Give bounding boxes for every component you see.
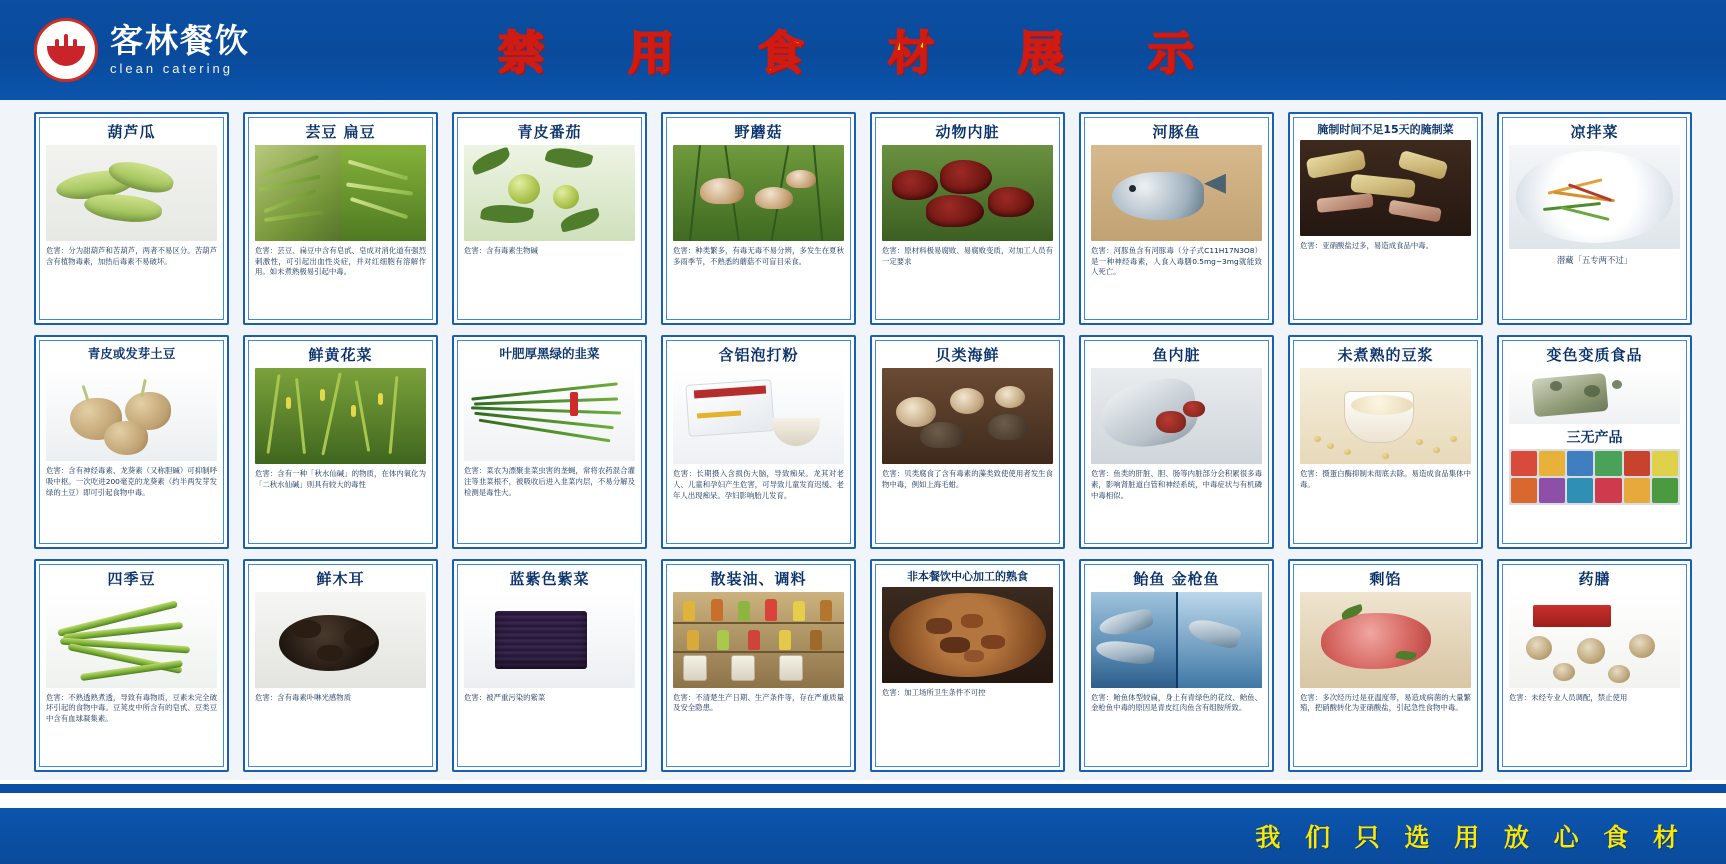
card-item <box>1497 112 1692 325</box>
card-photo-daylily <box>255 368 426 464</box>
card-photo-wood-ear <box>255 592 426 688</box>
card-photo-cold-dish <box>1509 145 1680 249</box>
card-item <box>452 335 647 548</box>
poster-header <box>0 0 1726 100</box>
card-photo-pufferfish <box>1091 145 1262 241</box>
card-photo-soymilk <box>1300 368 1471 464</box>
card-item <box>661 559 856 772</box>
poster-footer <box>0 780 1726 864</box>
card-caption: 危害：含有毒素生物碱 <box>464 246 538 255</box>
card-photo-bulk-oil <box>673 592 844 688</box>
card-caption: 危害：摄蛋白酶抑制未彻底去除。易造成食品集体中毒。 <box>1300 469 1471 490</box>
card-caption: 危害：原材料极易腐败、易腐败变质，对加工人员有一定要求 <box>882 246 1053 266</box>
brand-name-en: clean catering <box>110 60 233 76</box>
card-photo-baking-powder <box>673 368 844 464</box>
card-caption: 危害：加工场所卫生条件不可控 <box>882 687 986 697</box>
card-title: 四季豆 <box>107 569 156 588</box>
card-caption: 危害：芸豆、扁豆中含有皂甙、皂成对消化道有强烈刺激性，可引起出血性炎症，并对红细胞有溶解作用。如未煮熟极易引起中毒。 <box>255 246 426 277</box>
card-title: 含铝泡打粉 <box>718 346 799 365</box>
card-photo-pickles <box>1300 140 1471 236</box>
card-caption: 危害：鲐鱼体型较扁，身上有青绿色的花纹、鲐鱼、金枪鱼中毒的原因是青皮红肉鱼含有组胺所致。 <box>1091 692 1262 713</box>
card-title: 野蘑菇 <box>734 123 783 141</box>
card-item <box>1288 335 1483 548</box>
card-title: 河豚鱼 <box>1152 123 1201 141</box>
card-item <box>452 559 647 772</box>
card-photo-beans <box>255 145 426 241</box>
card-photo-moldy-food <box>1509 368 1680 424</box>
page-title: 禁 用 食 材 展 示 <box>497 26 1229 80</box>
card-caption: 危害：种类繁多，有毒无毒不易分辨，多发生在夏秋多雨季节，不熟悉的蘑菇不可盲目采食。 <box>673 246 844 266</box>
brand-name-cn: 客林餐饮 <box>110 21 250 61</box>
card-caption: 危害：不清楚生产日期、生产条件等，存在严重质量及安全隐患。 <box>673 692 844 713</box>
card-title: 鲐鱼 金枪鱼 <box>1133 569 1220 588</box>
card-photo-laver <box>464 592 635 688</box>
card-title: 叶肥厚黑绿的韭菜 <box>499 346 600 362</box>
card-caption: 危害：菜农为漂聚韭菜虫害的垄蝇，常将农药混合灌注等韭菜根不，被吸收后进入韭菜内层，不易分解及检测是毒性大。 <box>464 466 635 497</box>
card-item <box>870 559 1065 772</box>
card-caption: 危害：不熟透熟煮透，导致有毒物质，豆素未完全破坏引起的食物中毒。豆荚皮中所含有的皂甙、豆类豆中含有血球凝集素。 <box>46 692 217 724</box>
card-caption: 危害：被严重污染的紫菜 <box>464 692 546 702</box>
card-caption: 危害：长期摄入含损伤大脑，导致痴呆。龙其对老人、儿童和孕妇产生危害，可导致儿童发育迟缓、老年人出现痴呆。孕妇影响胎儿发育。 <box>673 469 844 500</box>
card-title: 鲜黄花菜 <box>308 346 373 365</box>
card-title: 剩馅 <box>1369 569 1402 588</box>
card-photo-tuna <box>1091 592 1262 688</box>
card-caption: 危害：多次经历过是亚温度带，易造成病菌的大量繁殖，把硝酸转化为亚硝酸盐，引起急性食物中毒。 <box>1300 692 1471 713</box>
card-item <box>1497 559 1692 772</box>
card-item <box>1497 335 1692 548</box>
card-caption: 危害：分为甜葫芦和苦葫芦，两者不易区分。苦葫芦含有植物毒素，加热后毒素不易破坏。 <box>46 246 217 266</box>
card-photo-tomato <box>464 145 635 241</box>
card-title: 腌制时间不足15天的腌制菜 <box>1317 123 1454 136</box>
card-item <box>1079 335 1274 548</box>
card-title: 青皮番茄 <box>517 123 582 141</box>
card-subtitle: 三无产品 <box>1566 430 1623 447</box>
card-item <box>870 335 1065 548</box>
card-title: 芸豆 扁豆 <box>305 123 376 141</box>
card-item <box>1288 559 1483 772</box>
card-photo-cooked-food <box>882 587 1053 683</box>
card-item <box>34 335 229 548</box>
card-photo-shellfish <box>882 368 1053 464</box>
footer-bar <box>0 808 1726 864</box>
card-title: 贝类海鲜 <box>935 346 1000 365</box>
card-photo-chives <box>464 365 635 461</box>
cards-grid <box>34 112 1692 772</box>
card-title: 凉拌菜 <box>1570 123 1619 141</box>
card-item <box>34 112 229 325</box>
footer-stripe <box>0 784 1726 793</box>
card-photo-uncertified-snacks <box>1509 449 1680 505</box>
card-caption: 危害：亚硝酸盐过多，易造成食品中毒。 <box>1300 241 1434 251</box>
card-photo-mushroom <box>673 145 844 241</box>
card-photo-gourd <box>46 145 217 241</box>
card-title: 动物内脏 <box>935 123 1000 141</box>
card-photo-french-beans <box>46 592 217 688</box>
card-caption: 危害：鱼类的肝脏、胆、肠等内脏部分会积累很多毒素，影响肾脏道白管和神经系统，中毒症状与有机磷中毒相似。 <box>1091 469 1262 500</box>
card-photo-potato <box>46 365 217 461</box>
card-title: 未煮熟的豆浆 <box>1337 346 1434 365</box>
card-caption: 危害：含有神经毒素、龙葵素（又称胆碱）可抑制呼吸中枢。一次吃进200毫克的龙葵素（约半两发芽发绿的土豆）即可引起食物中毒。 <box>46 466 217 497</box>
cards-board <box>0 100 1726 780</box>
card-title: 葫芦瓜 <box>107 123 156 141</box>
card-caption: 危害：未经专业人员调配，禁止使用 <box>1509 692 1628 702</box>
card-item <box>1079 559 1274 772</box>
card-photo-medicinal-diet <box>1509 592 1680 688</box>
card-caption: 危害：含有一种「秋水仙碱」的物质，在体内氧化为「二秋水仙碱」则具有较大的毒性 <box>255 469 426 490</box>
card-photo-minced-filling <box>1300 592 1471 688</box>
card-title: 鲜木耳 <box>316 569 365 588</box>
card-item <box>661 335 856 548</box>
card-item <box>34 559 229 772</box>
card-title: 蓝紫色紫菜 <box>509 569 590 588</box>
card-caption: 危害：贝类腐食了含有毒素的藻类致使使用者发生食物中毒，例如上海毛蚶。 <box>882 469 1053 490</box>
bowl-icon <box>34 18 98 82</box>
card-caption: 危害：含有毒素卟啉光感物质 <box>255 692 352 702</box>
brand-logo <box>34 18 250 82</box>
card-item <box>243 335 438 548</box>
card-title: 鱼内脏 <box>1152 346 1201 365</box>
card-photo-organ <box>882 145 1053 241</box>
card-title: 青皮或发芽土豆 <box>87 346 176 362</box>
card-title: 散装油、调料 <box>710 569 807 588</box>
card-title: 变色变质食品 <box>1546 346 1643 365</box>
card-title: 非本餐饮中心加工的熟食 <box>907 569 1028 583</box>
card-item <box>452 112 647 325</box>
card-item <box>1288 112 1483 325</box>
card-title: 药膳 <box>1578 569 1611 588</box>
card-photo-fish-viscera <box>1091 368 1262 464</box>
card-item <box>243 559 438 772</box>
card-item <box>870 112 1065 325</box>
card-item <box>1079 112 1274 325</box>
card-caption: 危害：河豚鱼含有河豚毒（分子式C11H17N3O8）是一种神经毒素，人食入毒膳0.5mg~3mg就能致人死亡。 <box>1091 246 1262 277</box>
card-item <box>243 112 438 325</box>
card-item <box>661 112 856 325</box>
card-caption: 潜藏「五专两不过」 <box>1556 255 1633 265</box>
footer-slogan: 我 们 只 选 用 放 心 食 材 <box>1255 823 1686 852</box>
